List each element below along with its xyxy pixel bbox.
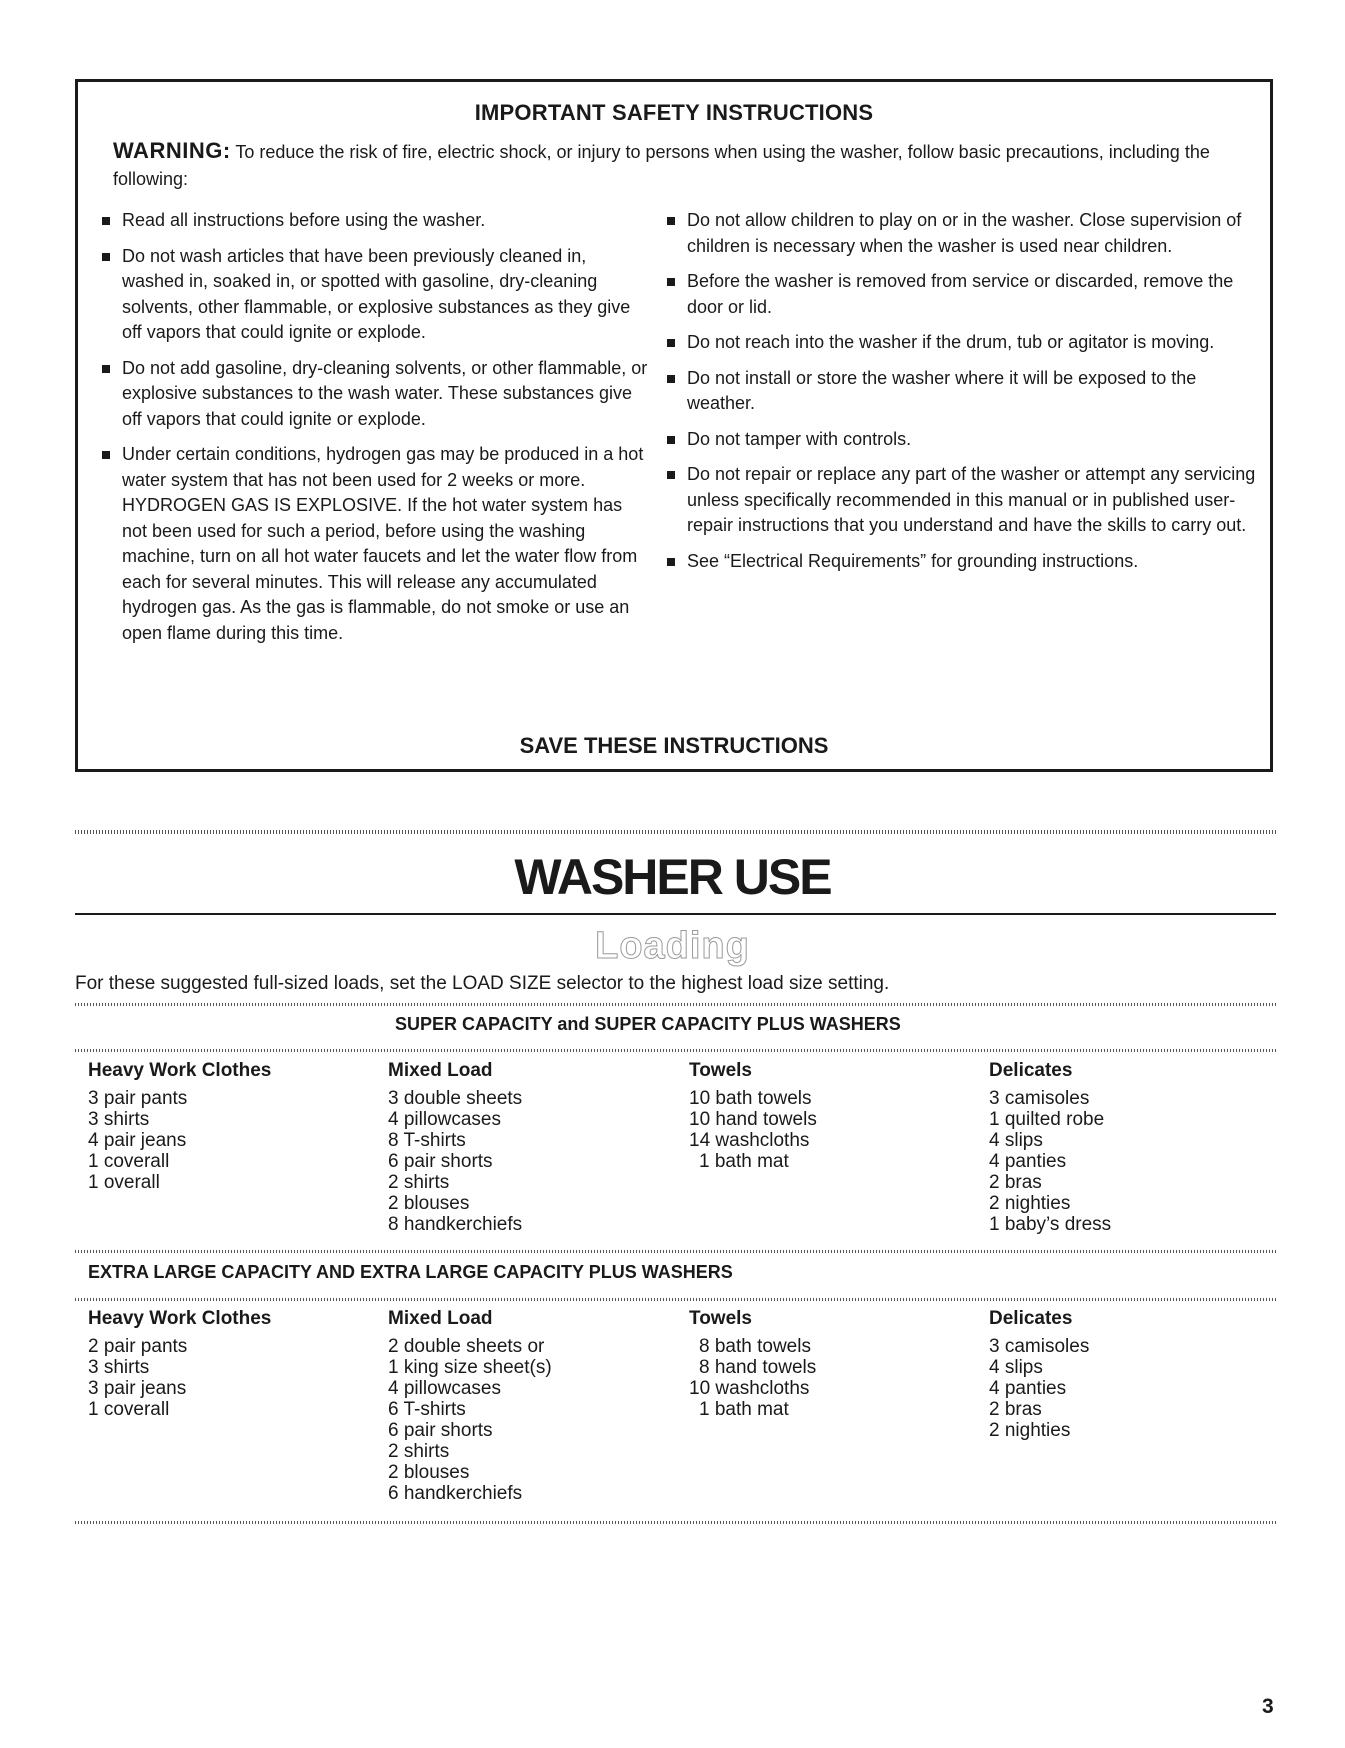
load-column (689, 1308, 816, 1420)
safety-item: Before the washer is removed from service or discarded, remove the door or lid. (657, 269, 1257, 320)
bullet-icon (667, 375, 675, 383)
list-item: 3 double sheets (388, 1088, 523, 1109)
list-item: 1 king size sheet(s) (388, 1357, 552, 1378)
load-column (689, 1060, 817, 1172)
warning-label: WARNING: (113, 138, 231, 163)
list-item: 2 blouses (388, 1462, 470, 1483)
section-rule (75, 913, 1276, 915)
safety-item: See “Electrical Requirements” for grounding instructions. (657, 549, 1257, 575)
safety-title: IMPORTANT SAFETY INSTRUCTIONS (474, 100, 874, 125)
load-column (989, 1060, 1111, 1235)
extra-large-capacity-heading: EXTRA LARGE CAPACITY AND EXTRA LARGE CAPACITY PLUS WASHERS (88, 1262, 733, 1282)
list-item: 4 pillowcases (388, 1109, 501, 1130)
safety-instructions-box (75, 79, 1273, 772)
list-item: 1 quilted robe (989, 1109, 1105, 1130)
list-item: 4 panties (989, 1378, 1067, 1399)
list-item: 4 panties (989, 1151, 1067, 1172)
safety-right-column (657, 208, 1257, 584)
warning-paragraph (113, 137, 1240, 193)
safety-item: Do not reach into the washer if the drum, tub or agitator is moving. (657, 330, 1257, 356)
list-item: 10 bath towels (689, 1088, 812, 1109)
safety-item: Read all instructions before using the washer. (92, 208, 652, 234)
list-item: 3 camisoles (989, 1088, 1090, 1109)
list-item: 2 bras (989, 1172, 1042, 1193)
safety-item: Do not add gasoline, dry-cleaning solvents, or other flammable, or explosive substances to the wash water. These substances give off vapors that could ignite or explode. (92, 356, 652, 433)
list-item: 2 nighties (989, 1193, 1071, 1214)
list-item: 4 slips (989, 1130, 1043, 1151)
loading-intro: For these suggested full-sized loads, set the LOAD SIZE selector to the highest load size setting. (75, 973, 890, 994)
list-item: 8 hand towels (699, 1357, 817, 1378)
list-item: 2 shirts (388, 1172, 450, 1193)
column-header: Towels (689, 1308, 752, 1329)
bullet-icon (102, 451, 110, 459)
list-item: 3 camisoles (989, 1336, 1090, 1357)
list-item: 6 T-shirts (388, 1399, 466, 1420)
bullet-icon (667, 436, 675, 444)
column-header: Mixed Load (388, 1060, 493, 1081)
safety-left-column (92, 208, 652, 656)
bullet-icon (667, 339, 675, 347)
list-item: 1 coverall (88, 1151, 170, 1172)
list-item: 10 hand towels (689, 1109, 817, 1130)
safety-item: Do not repair or replace any part of the washer or attempt any servicing unless specifically recommended in this manual or in published user-repair instructions that you understand and have the skills to carry out. (657, 462, 1257, 539)
hatched-divider (75, 1003, 1276, 1006)
list-item: 2 pair pants (88, 1336, 188, 1357)
super-capacity-heading: SUPER CAPACITY and SUPER CAPACITY PLUS WASHERS (395, 1014, 901, 1034)
list-item: 1 bath mat (699, 1151, 789, 1172)
hatched-divider (75, 1298, 1276, 1301)
list-item: 1 coverall (88, 1399, 170, 1420)
hatched-divider (75, 830, 1276, 834)
list-item: 2 blouses (388, 1193, 470, 1214)
list-item: 1 baby’s dress (989, 1214, 1112, 1235)
bullet-icon (102, 253, 110, 261)
list-item: 4 slips (989, 1357, 1043, 1378)
column-header: Delicates (989, 1060, 1073, 1081)
bullet-icon (102, 217, 110, 225)
safety-item: Do not wash articles that have been previously cleaned in, washed in, soaked in, or spotted with gasoline, dry-cleaning solvents, other flammable, or explosive substances as they give off vapors that could ignite or explode. (92, 244, 652, 346)
bullet-icon (667, 278, 675, 286)
list-item: 2 bras (989, 1399, 1042, 1420)
list-item: 3 pair jeans (88, 1378, 187, 1399)
list-item: 4 pillowcases (388, 1378, 501, 1399)
load-column (88, 1060, 271, 1193)
column-header: Mixed Load (388, 1308, 493, 1329)
bullet-icon (667, 217, 675, 225)
warning-text: To reduce the risk of fire, electric shock, or injury to persons when using the washer, follow basic precautions, including the following: (113, 142, 1210, 189)
load-column (989, 1308, 1089, 1441)
hatched-divider (75, 1250, 1276, 1253)
hatched-divider (75, 1521, 1276, 1524)
list-item: 6 handkerchiefs (388, 1483, 523, 1504)
safety-item: Under certain conditions, hydrogen gas may be produced in a hot water system that has not been used for 2 weeks or more. HYDROGEN GAS IS EXPLOSIVE. If the hot water system has not been used for such a period, before using the washing machine, turn on all hot water faucets and let the water flow from each for several minutes. This will release any accumulated hydrogen gas. As the gas is flammable, do not smoke or use an open flame during this time. (92, 442, 652, 646)
list-item: 3 shirts (88, 1357, 150, 1378)
load-column (388, 1308, 552, 1504)
list-item: 6 pair shorts (388, 1151, 493, 1172)
list-item: 8 T-shirts (388, 1130, 466, 1151)
list-item: 3 shirts (88, 1109, 150, 1130)
list-item: 10 washcloths (689, 1378, 810, 1399)
section-title: WASHER USE (514, 849, 831, 905)
column-header: Heavy Work Clothes (88, 1060, 272, 1081)
list-item: 8 handkerchiefs (388, 1214, 523, 1235)
list-item: 8 bath towels (699, 1336, 811, 1357)
safety-item: Do not allow children to play on or in the washer. Close supervision of children is necessary when the washer is used near children. (657, 208, 1257, 259)
list-item: 2 double sheets or (388, 1336, 545, 1357)
safety-item: Do not tamper with controls. (657, 427, 1257, 453)
bullet-icon (667, 471, 675, 479)
safety-item: Do not install or store the washer where it will be exposed to the weather. (657, 366, 1257, 417)
bullet-icon (102, 365, 110, 373)
list-item: 14 washcloths (689, 1130, 810, 1151)
list-item: 1 overall (88, 1172, 160, 1193)
column-header: Heavy Work Clothes (88, 1308, 272, 1329)
list-item: 2 shirts (388, 1441, 450, 1462)
list-item: 4 pair jeans (88, 1130, 187, 1151)
save-instructions-text: SAVE THESE INSTRUCTIONS (519, 733, 829, 758)
list-item: 3 pair pants (88, 1088, 188, 1109)
subsection-title: Loading (595, 925, 750, 967)
hatched-divider (75, 1049, 1276, 1052)
load-column (88, 1308, 271, 1420)
bullet-icon (667, 558, 675, 566)
list-item: 6 pair shorts (388, 1420, 493, 1441)
column-header: Delicates (989, 1308, 1073, 1329)
list-item: 2 nighties (989, 1420, 1071, 1441)
load-column (388, 1060, 522, 1235)
column-header: Towels (689, 1060, 752, 1081)
list-item: 1 bath mat (699, 1399, 789, 1420)
page-number: 3 (1262, 1695, 1274, 1718)
